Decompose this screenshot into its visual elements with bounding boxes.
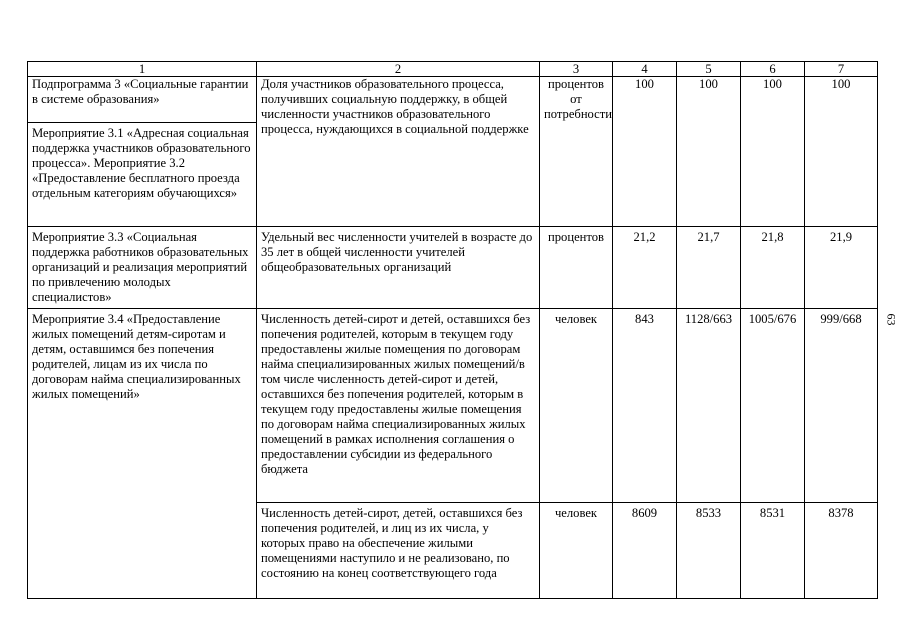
col-header-7: 7 <box>805 62 878 77</box>
value-col7: 100 <box>805 77 878 227</box>
page-number: 63 <box>884 313 899 326</box>
table-row <box>28 77 878 123</box>
value-col5: 8533 <box>677 503 741 599</box>
value-col4: 8609 <box>613 503 677 599</box>
unit-cell: процентов от потребности <box>540 77 613 227</box>
unit-cell: человек <box>540 503 613 599</box>
indicators-table <box>27 61 878 599</box>
value-col6: 1005/676 <box>741 309 805 503</box>
col-header-4: 4 <box>613 62 677 77</box>
event-name: Мероприятие 3.1 «Адресная социальная поддержка участников образовательного процесса». Мероприятие 3.2 «Предоставление бесплатного проезда отдельным категориям обучающихся» <box>28 123 257 227</box>
value-col7: 8378 <box>805 503 878 599</box>
value-col5: 100 <box>677 77 741 227</box>
col-header-6: 6 <box>741 62 805 77</box>
indicator-text: Численность детей-сирот, детей, оставшихся без попечения родителей, и лиц из их числа, у которых право на обеспечение жилыми помещениями наступило и не реализовано, по состоянию на конец соответствующего года <box>257 503 540 599</box>
event-name: Мероприятие 3.4 «Предоставление жилых помещений детям-сиротам и детям, оставшимся без попечения родителей, лицам из их числа по договорам найма специализированных жилых помещений» <box>28 309 257 599</box>
unit-cell: процентов <box>540 227 613 309</box>
col-header-1: 1 <box>28 62 257 77</box>
col-header-5: 5 <box>677 62 741 77</box>
program-name: Подпрограмма 3 «Социальные гарантии в системе образования» <box>28 77 257 123</box>
value-col6: 21,8 <box>741 227 805 309</box>
table-row <box>28 309 878 503</box>
value-col6: 100 <box>741 77 805 227</box>
indicator-text: Численность детей-сирот и детей, оставшихся без попечения родителей, которым в текущем году предоставлены жилые помещения по договорам найма специализированных жилых помещений/в том числе численность детей-сирот и детей, оставшихся без попечения родителей, которым в текущем году предоставлены жилые помещения по договорам найма специализированных жилых помещений в рамках исполнения соглашения о предоставлении субсидии из федерального бюджета <box>257 309 540 503</box>
value-col5: 21,7 <box>677 227 741 309</box>
unit-cell: человек <box>540 309 613 503</box>
col-header-3: 3 <box>540 62 613 77</box>
event-name: Мероприятие 3.3 «Социальная поддержка работников образовательных организаций и реализация мероприятий по привлечению молодых специалистов» <box>28 227 257 309</box>
indicator-text: Доля участников образовательного процесса, получивших социальную поддержку, в общей численности участников образовательного процесса, нуждающихся в социальной поддержке <box>257 77 540 227</box>
value-col6: 8531 <box>741 503 805 599</box>
value-col4: 843 <box>613 309 677 503</box>
value-col5: 1128/663 <box>677 309 741 503</box>
col-header-2: 2 <box>257 62 540 77</box>
value-col4: 100 <box>613 77 677 227</box>
header-row <box>28 62 878 77</box>
value-col7: 999/668 <box>805 309 878 503</box>
value-col7: 21,9 <box>805 227 878 309</box>
table-row <box>28 227 878 309</box>
indicator-text: Удельный вес численности учителей в возрасте до 35 лет в общей численности учителей общеобразовательных организаций <box>257 227 540 309</box>
value-col4: 21,2 <box>613 227 677 309</box>
